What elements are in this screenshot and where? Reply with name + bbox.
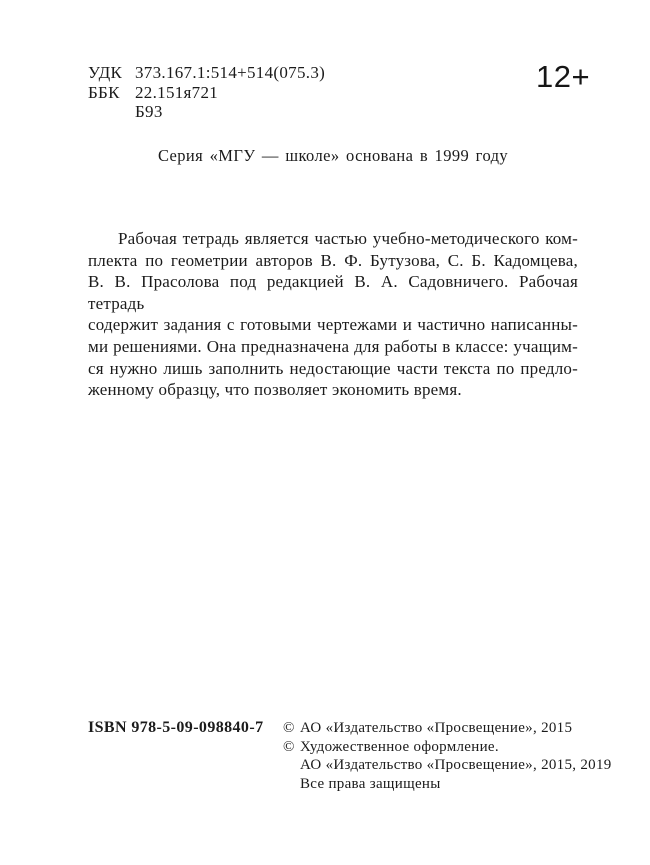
annotation-line: ми решениями. Она предназначена для работы в классе: учащим- [88,336,578,356]
copyright-line: АО «Издательство «Просвещение», 2015 [300,720,573,736]
copyright-line: АО «Издательство «Просвещение», 2015, 2019 [300,757,612,774]
annotation-line: В. В. Прасолова под редакцией В. А. Садовничего. Рабочая тетрадь [88,272,578,313]
annotation-line: содержит задания с готовыми чертежами и частично написанны- [88,315,578,335]
copyright-line: Все права защищены [300,775,441,792]
classification-block [88,63,325,122]
annotation-paragraph [88,228,578,401]
author-sign: Б93 [135,102,163,122]
copyright-block [283,719,612,793]
udk-label: УДК [88,63,123,82]
copyright-row [283,719,612,738]
udk-value: 373.167.1:514+514(075.3) [135,63,326,82]
annotation-line: плекта по геометрии авторов В. Ф. Бутузова, С. Б. Кадомцева, [88,250,578,270]
copyright-row [283,756,612,775]
annotation-line: Рабочая тетрадь является частью учебно-методического ком- [118,229,578,248]
bbk-row [88,83,325,103]
author-sign-row [88,102,325,122]
copyright-line: Художественное оформление. [300,738,499,755]
copyright-row [283,775,612,794]
copyright-spacer [283,775,300,794]
udk-row [88,63,325,83]
bbk-value: 22.151я721 [135,82,219,102]
bbk-label: ББК [88,82,120,102]
annotation-line: ся нужно лишь заполнить недостающие части текста по предло- [88,358,578,378]
copyright-row [283,738,612,757]
isbn: ISBN 978-5-09-098840-7 [88,719,264,736]
series-line: Серия «МГУ — школе» основана в 1999 году [157,146,509,165]
author-sign-spacer [88,102,135,122]
copyright-icon: © [283,738,295,755]
copyright-icon: © [283,720,295,736]
copyright-spacer [283,756,300,775]
age-rating-badge: 12+ [536,59,591,94]
annotation-line: женному образцу, что позволяет экономить время. [88,380,462,400]
